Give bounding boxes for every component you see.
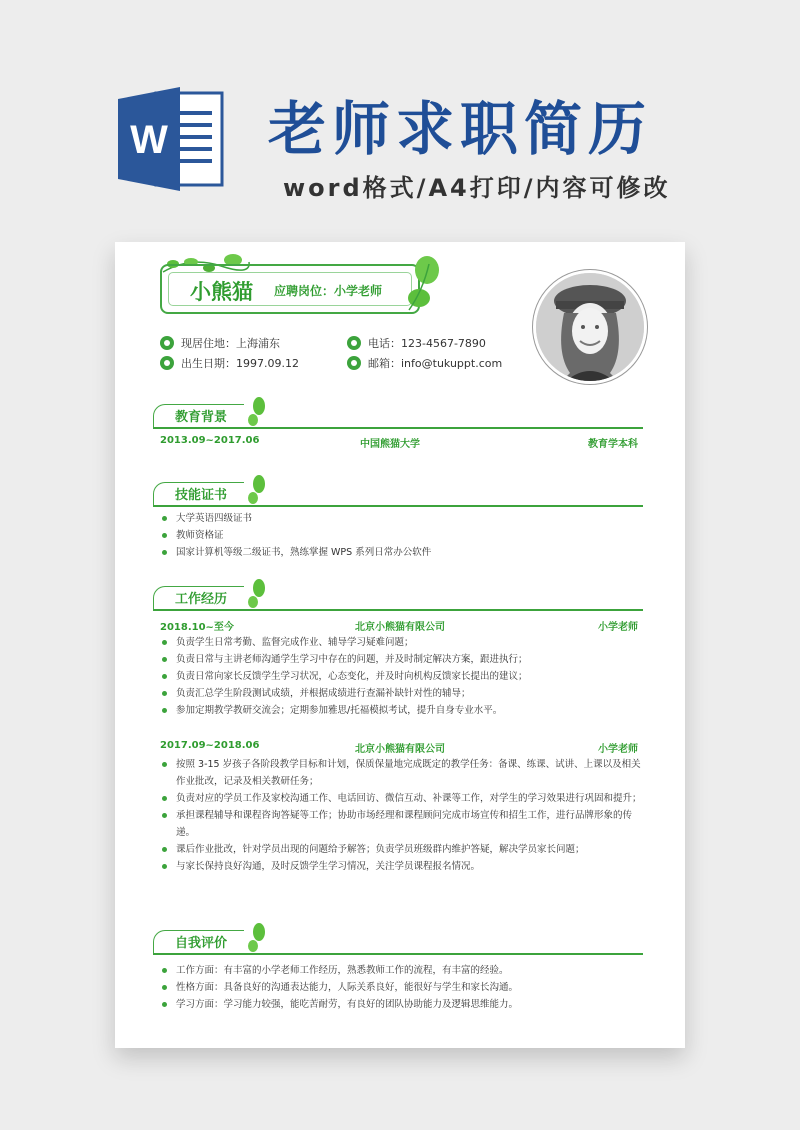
email-row: 邮箱：info@tukuppt.com [347,355,502,371]
calendar-icon [160,356,174,370]
section-skills [153,478,643,510]
email-icon [347,356,361,370]
list-item: 负责日常向家长反馈学生学习状况，心态变化，并及时向机构反馈家长提出的建议； [160,668,650,685]
section-title: 工作经历 [175,592,228,607]
list-item: 学习方面：学习能力较强，能吃苦耐劳，有良好的团队协助能力及逻辑思维能力。 [160,996,650,1013]
section-title: 技能证书 [175,488,228,503]
resume-page [115,242,685,1048]
list-item: 性格方面：具备良好的沟通表达能力，人际关系良好，能很好与学生和家长沟通。 [160,979,650,996]
word-logo-icon [118,85,226,193]
skills-list [160,510,650,561]
list-item: 承担课程辅导和课程咨询答疑等工作；协助市场经理和课程顾问完成市场宣传和招生工作，进行品牌形象的传递。 [160,807,650,841]
education-school: 中国熊猫大学 [360,439,420,450]
phone-row: 电话：123-4567-7890 [347,335,486,351]
section-education [153,400,643,432]
self-evaluation-list [160,962,650,1013]
list-item: 负责日常与主讲老师沟通学生学习中存在的问题，并及时制定解决方案，跟进执行； [160,651,650,668]
list-item: 参加定期教学教研交流会；定期参加雅思/托福模拟考试，提升自身专业水平。 [160,702,650,719]
leaf-icon [245,396,267,428]
section-work [153,582,643,614]
list-item: 与家长保持良好沟通，及时反馈学生学习情况，关注学员课程报名情况。 [160,858,650,875]
leaf-icon [245,474,267,506]
leaf-icon [245,578,267,610]
list-item: 负责汇总学生阶段测试成绩，并根据成绩进行查漏补缺针对性的辅导； [160,685,650,702]
location-icon [160,336,174,350]
list-item: 负责学生日常考勤、监督完成作业、辅导学习疑难问题； [160,634,650,651]
candidate-name: 小熊猫 [190,280,253,304]
word-logo-letter: W [130,118,168,162]
education-period: 2013.09~2017.06 [160,435,260,446]
promo-title: 老师求职简历 [268,95,653,163]
list-item: 课后作业批改，针对学员出现的问题给予解答；负责学员班级群内维护答疑，解决学员家长问题； [160,841,650,858]
list-item: 负责对应的学员工作及家校沟通工作、电话回访、微信互动、补课等工作，对学生的学习效果进行巩固和提升； [160,790,650,807]
list-item: 工作方面：有丰富的小学老师工作经历，熟悉教师工作的流程，有丰富的经验。 [160,962,650,979]
avatar [533,270,647,384]
job-1-duties [160,634,650,719]
birth-row: 出生日期：1997.09.12 [160,355,299,371]
job-position: 应聘岗位：小学老师 [274,284,383,298]
list-item: 大学英语四级证书 [160,510,650,527]
job-company: 北京小熊猫有限公司 [355,744,445,755]
section-title: 教育背景 [175,410,228,425]
name-card [160,264,420,314]
job-period: 2018.10~至今 [160,622,234,633]
list-item: 按照 3-15 岁孩子各阶段教学目标和计划，保质保量地完成既定的教学任务：备课、练课、试讲、上课以及相关作业批改，记录及相关教研任务； [160,756,650,790]
job-position: 小学老师 [598,744,638,755]
job-company: 北京小熊猫有限公司 [355,622,445,633]
section-self-evaluation [153,926,643,958]
phone-icon [347,336,361,350]
list-item: 国家计算机等级二级证书，熟练掌握 WPS 系列日常办公软件 [160,544,650,561]
leaf-cluster-icon [405,254,445,314]
leaf-icon [245,922,267,954]
education-degree: 教育学本科 [588,439,638,450]
address-row: 现居住地：上海浦东 [160,335,280,351]
section-title: 自我评价 [175,936,228,951]
job-period: 2017.09~2018.06 [160,740,260,751]
job-position: 小学老师 [598,622,638,633]
list-item: 教师资格证 [160,527,650,544]
promo-subtitle: word格式/A4打印/内容可修改 [283,174,671,202]
job-2-duties [160,756,650,875]
